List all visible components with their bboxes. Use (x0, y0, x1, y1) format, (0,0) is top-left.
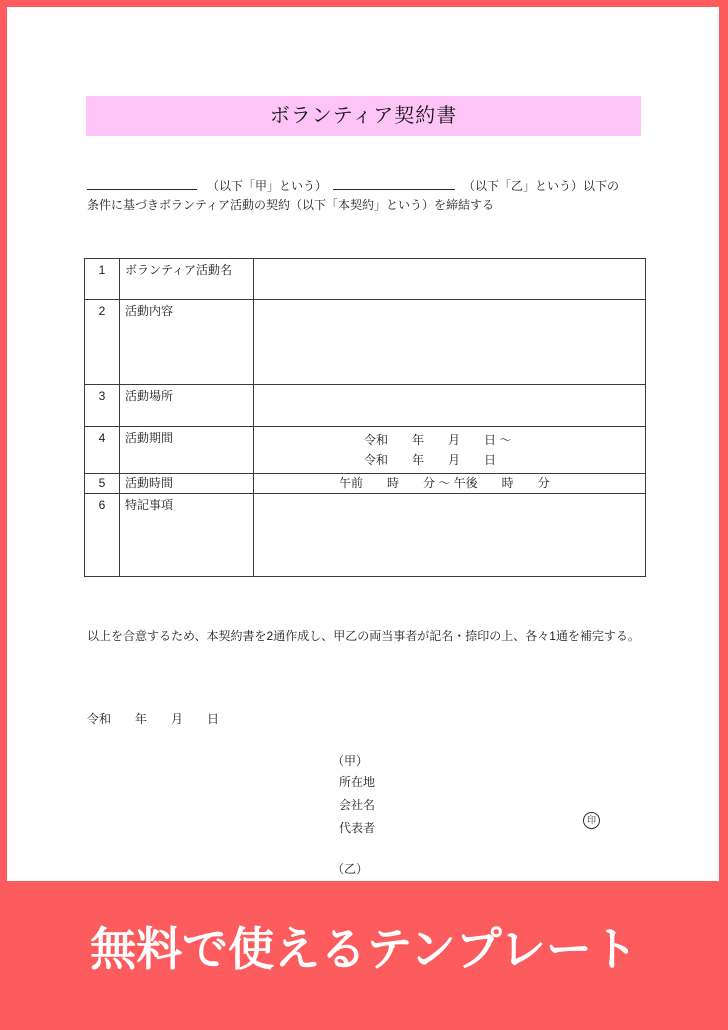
row-number: 3 (85, 385, 120, 427)
intro-line-1 (87, 177, 643, 196)
row-number: 6 (85, 494, 120, 577)
row-label: 活動内容 (120, 300, 254, 385)
address-label: 所在地 (339, 775, 376, 789)
party-b-heading: （乙） (332, 862, 369, 876)
row-number: 1 (85, 259, 120, 300)
period-end: 令和 年 月 日 (364, 453, 497, 467)
row-label: 活動場所 (120, 385, 254, 427)
row-value (254, 259, 646, 300)
row-label: 活動期間 (120, 427, 254, 474)
party-b-blank-line (333, 177, 455, 190)
row-value (254, 300, 646, 385)
page-title: ボランティア契約書 (269, 105, 458, 127)
intro-paragraph (87, 177, 643, 215)
closing-paragraph: 以上を合意するため、本契約書を2通作成し、甲乙の両当事者が記名・捺印の上、各々1通を補完する。 (87, 629, 640, 643)
row-value (254, 427, 646, 474)
company-label: 会社名 (339, 798, 376, 812)
document-page (7, 7, 719, 881)
row-label: ボランティア活動名 (120, 259, 254, 300)
party-a-blank-line (87, 177, 197, 190)
table-row (85, 427, 646, 474)
party-a-heading: （甲） (332, 754, 369, 768)
intro-line-2: 条件に基づきボランティア活動の契約（以下「本契約」という）を締結する (87, 198, 495, 212)
date-line: 令和 年 月 日 (87, 712, 220, 726)
row-number: 2 (85, 300, 120, 385)
representative-label: 代表者 (339, 821, 376, 835)
contract-table (84, 258, 646, 577)
table-row (85, 474, 646, 494)
table-row (85, 494, 646, 577)
table-row (85, 385, 646, 427)
footer-banner (0, 881, 728, 1030)
party-b-clause: （以下「乙」という）以下の (463, 179, 620, 193)
row-value (254, 385, 646, 427)
table-row (85, 300, 646, 385)
title-banner (86, 96, 641, 136)
row-value (254, 494, 646, 577)
row-label: 活動時間 (120, 474, 254, 494)
footer-banner-text: 無料で使えるテンプレート (90, 923, 638, 975)
row-label: 特記事項 (120, 494, 254, 577)
row-number: 4 (85, 427, 120, 474)
period-start: 令和 年 月 日 ～ (364, 433, 512, 447)
row-value: 午前 時 分 ～ 午後 時 分 (254, 474, 646, 494)
table-row (85, 259, 646, 300)
party-a-clause: （以下「甲」という） (207, 179, 328, 193)
row-number: 5 (85, 474, 120, 494)
seal-stamp-icon: 印 (583, 812, 600, 829)
